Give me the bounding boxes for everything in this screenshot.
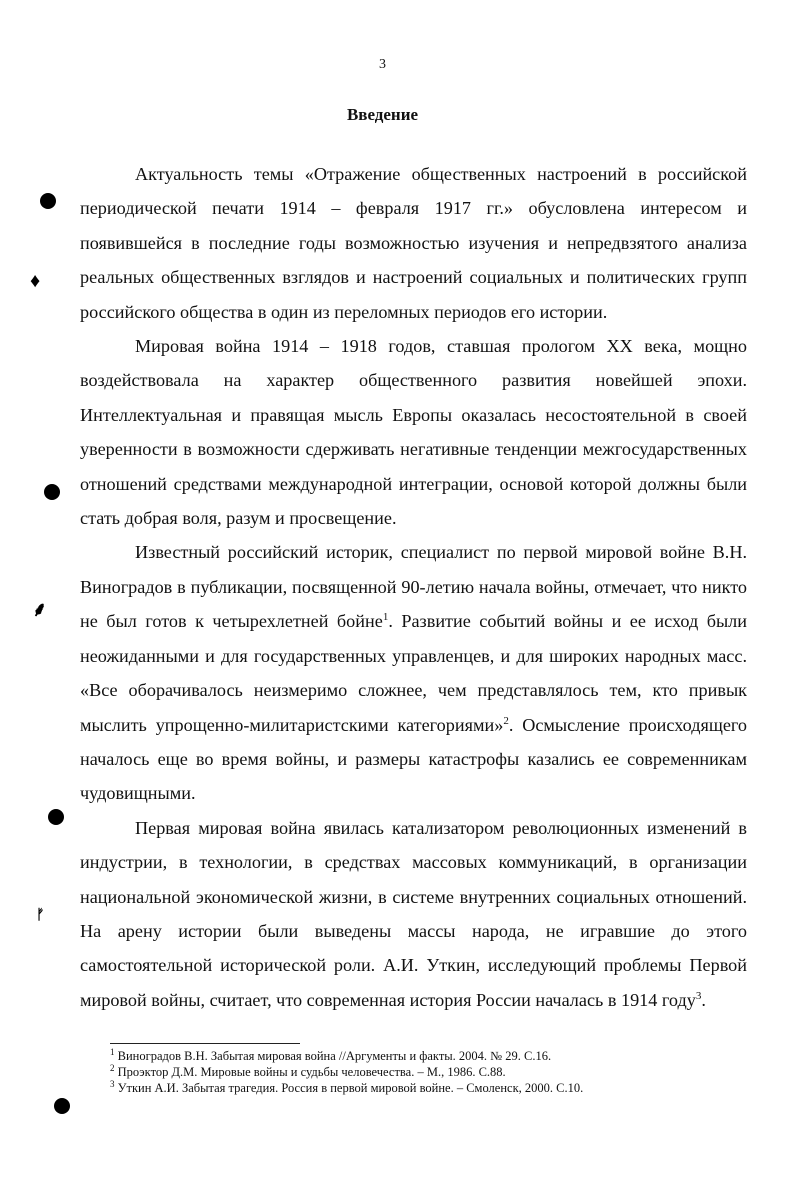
paragraph-4-text-a: Первая мировая война явилась катализатором революционных изменений в индустрии, в технологии, в средствах массовых коммуникаций, в организации национальной экономической жизни, в системе внутренних социальных отношений. На арену истории были выведены массы народа, не игравшие до этого самостоятельной исторической роли. А.И. Уткин, исследующий проблемы Первой мировой войны, считает, что современная история России началась в 1914 году [80, 817, 747, 1010]
margin-mark: ᚠ [36, 908, 45, 923]
footnote-text: Уткин А.И. Забытая трагедия. Россия в первой мировой войне. – Смоленск, 2000. С.10. [117, 1081, 584, 1095]
paragraph-3 [80, 535, 747, 810]
margin-mark: ⸙ [32, 599, 47, 621]
footnote-number: 3 [110, 1078, 115, 1089]
footnote-1 [110, 1048, 750, 1064]
footnote-2 [110, 1064, 750, 1080]
document-body [80, 157, 747, 1017]
footnotes [110, 1048, 750, 1096]
footnote-ref-1: 1 [382, 611, 389, 624]
paragraph-3-text-c: . Осмысление происходящего началось еще во время войны, и размеры катастрофы казались ее современникам чудовищными. [80, 714, 747, 804]
punch-hole-mark [48, 809, 64, 825]
punch-hole-mark [44, 484, 60, 500]
footnote-divider [110, 1043, 300, 1044]
paragraph-4 [80, 811, 747, 1017]
footnote-number: 2 [110, 1062, 115, 1073]
footnote-text: Проэктор Д.М. Мировые войны и судьбы человечества. – М., 1986. С.88. [117, 1065, 506, 1079]
punch-hole-mark [54, 1098, 70, 1114]
footnote-ref-2: 2 [503, 714, 509, 727]
paragraph-4-text-b: . [701, 989, 706, 1010]
paragraph-2: Мировая война 1914 – 1918 годов, ставшая прологом XX века, мощно воздействовала на характер общественного развития новейшей эпохи. Интеллектуальная и правящая мысль Европы оказалась несостоятельной в своей уверенности в возможности сдерживать негативные тенденции межгосударственных отношений средствами международной интеграции, основой которой должны были стать добрая воля, разум и просвещение. [80, 336, 747, 529]
punch-hole-mark [40, 193, 56, 209]
footnote-ref-3: 3 [695, 989, 702, 1002]
paragraph-3-text-a: Известный российский историк, специалист по первой мировой войне В.Н. Виноградов в публикации, посвященной 90-летию начала войны, отмечает, что никто не был готов к четырехлетней бойне [80, 542, 747, 632]
page-number: 3 [379, 57, 386, 72]
page-title: Введение [346, 105, 419, 124]
footnote-text: Виноградов В.Н. Забытая мировая война //Аргументы и факты. 2004. № 29. С.16. [117, 1049, 552, 1063]
footnote-3 [110, 1080, 750, 1096]
paragraph-3-text-b: . Развитие событий войны и ее исход были неожиданными и для государственных управленцев, и для широких народных масс. «Все оборачивалось неизмеримо сложнее, чем представлялось тем, кто привык мыслить упрощенно-милитаристскими категориями» [80, 611, 747, 735]
margin-mark: ♦ [30, 270, 41, 292]
footnote-number: 1 [110, 1046, 115, 1057]
paragraph-1: Актуальность темы «Отражение общественных настроений в российской периодической печати 1914 – февраля 1917 гг.» обусловлена интересом и появившейся в последние годы возможностью изучения и непредвзятого анализа реальных общественных взглядов и настроений социальных и политических групп российского общества в один из переломных периодов его истории. [80, 164, 747, 322]
